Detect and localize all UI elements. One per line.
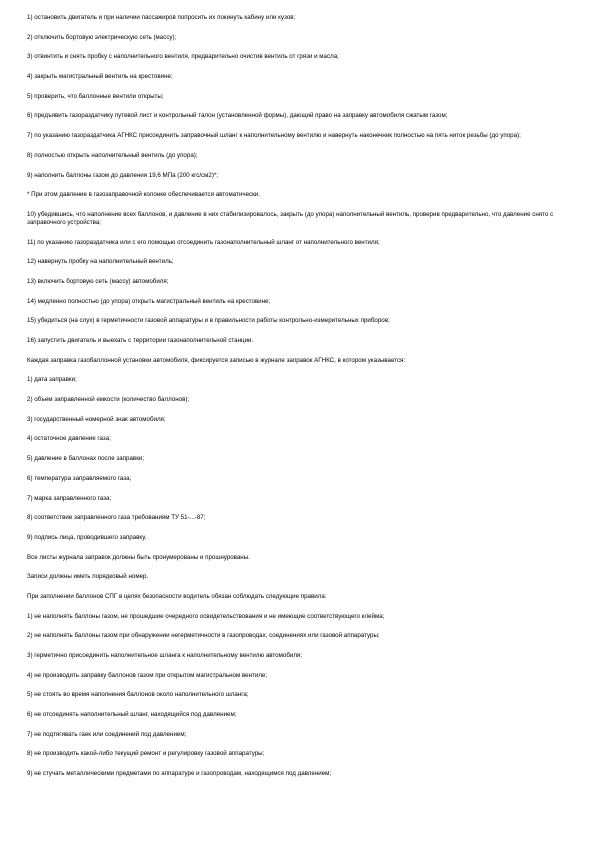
step-remove-plug: 3) отвинтить и снять пробку с наполнительного вентиля, предварительно очистив вентиль от грязи и масла;	[27, 53, 339, 61]
journal-item-final-pressure: 5) давление в баллонах после заправки;	[27, 455, 145, 463]
step-enable-power: 13) включить бортовую сеть (массу) автомобиля;	[27, 277, 169, 285]
journal-item-volume: 2) объем заправленной емкости (количество баллонов);	[27, 396, 190, 404]
step-close-fill-valve: 10) убедившись, что наполнение всех баллонов, и давление в них стабилизировалось, закрыть (до упора) наполнительный вентиль, проверив предварительно, что давление снято с заправочного устройства;	[27, 210, 554, 226]
journal-item-signature: 9) подпись лица, проводившего заправку.	[27, 533, 147, 541]
step-stop-engine: 1) остановить двигатель и при наличии пассажиров попросить их покинуть кабину или кузов;	[27, 14, 296, 21]
journal-item-compliance: 8) соответствие заправленного газа требованиям ТУ 51-...-87;	[27, 514, 206, 522]
step-start-engine: 16) запустить двигатель и выехать с территории газонаполнительной станции.	[27, 337, 254, 344]
step-replace-plug: 12) навернуть пробку на наполнительный вентиль;	[27, 258, 174, 266]
step-present-documents: 6) предъявить газораздатчику путевой лист и контрольный талон (установленной формы), дающий право на заправку автомобиля сжатым газом;	[27, 112, 448, 120]
safety-rule-6: 6) не отсоединять наполнительный шланг, находящийся под давлением;	[27, 711, 237, 719]
safety-rule-7: 7) не подтягивать гаек или соединений под давлением;	[27, 730, 187, 738]
safety-rule-9: 9) не стучать металлическими предметами по аппаратуре и газопроводам, находящимся под давлением;	[27, 770, 332, 778]
journal-item-residual-pressure: 4) остаточное давление газа;	[27, 435, 111, 443]
journal-item-temperature: 6) температура заправляемого газа;	[27, 474, 132, 482]
step-open-main-valve: 14) медленно полностью (до упора) открыть магистральный вентиль на крестовине;	[27, 297, 271, 305]
safety-rule-1: 1) не наполнять баллоны газом, не прошедшие очередного освидетельствования и не имеющие соответствующего клейма;	[27, 612, 385, 620]
step-connect-hose: 7) по указанию газораздатчика АГНКС присоединить заправочный шланг к наполнительному вентилю и навернуть наконечник полностью на пять ниток резьбы (до упора);	[27, 132, 521, 140]
journal-item-gas-grade: 7) марка заправленного газа;	[27, 494, 112, 502]
document-body	[27, 14, 572, 790]
step-close-main-valve: 4) закрыть магистральный вентиль на крестовине;	[27, 73, 173, 81]
step-check-cylinder-valves: 5) проверить, что баллонные вентили открыты;	[27, 92, 164, 100]
journal-item-date: 1) дата заправки;	[27, 376, 77, 384]
step-open-fill-valve: 8) полностью открыть наполнительный вентиль (до упора);	[27, 151, 198, 159]
step-check-tightness: 15) убедиться (на слух) в герметичности газовой аппаратуры и в правильности работы контрольно-измерительных приборов;	[27, 317, 390, 325]
step-fill-cylinders: 9) наполнить баллоны газом до давления 19,6 МПа (200 кгс/см2)*;	[27, 171, 219, 179]
safety-rule-4: 4) не производить заправку баллонов газом при открытом магистральном вентиле;	[27, 671, 268, 679]
safety-rule-2: 2) не наполнять баллоны газом при обнаружении негерметичности в газопроводах, соединениях или газовой аппаратуры;	[27, 632, 380, 640]
journal-intro: Каждая заправка газобаллонной установки автомобиля, фиксируется записью в журнале заправок АГНКС, в котором указывается:	[27, 356, 406, 364]
safety-rule-3: 3) герметично присоединить наполнительное шланга к наполнительному вентилю автомобиля;	[27, 652, 303, 659]
safety-rule-8: 8) не производить какой-либо текущий ремонт и регулировку газовой аппаратуры;	[27, 750, 265, 758]
footnote-pressure: * При этом давление в газозаправочной колонке обеспечивается автоматически.	[27, 191, 260, 199]
journal-item-plate: 3) государственный номерной знак автомобиля;	[27, 415, 166, 423]
safety-intro: При заполнении баллонов СПГ в целях безопасности водитель обязан соблюдать следующие правила:	[27, 592, 327, 600]
journal-records-note: Записи должны иметь порядковый номер.	[27, 573, 149, 581]
step-disconnect-hose: 11) по указанию газораздатчика или с его помощью отсоединить газонаполнительный шланг от наполнительного вентиля;	[27, 238, 380, 246]
step-disable-power: 2) отключить бортовую электрическую сеть (массу);	[27, 33, 177, 41]
journal-numbering-note: Все листы журнала заправок должны быть пронумерованы и прошнурованы.	[27, 553, 250, 561]
safety-rule-5: 5) не стоять во время наполнения баллонов около наполнительного шланга;	[27, 691, 249, 699]
